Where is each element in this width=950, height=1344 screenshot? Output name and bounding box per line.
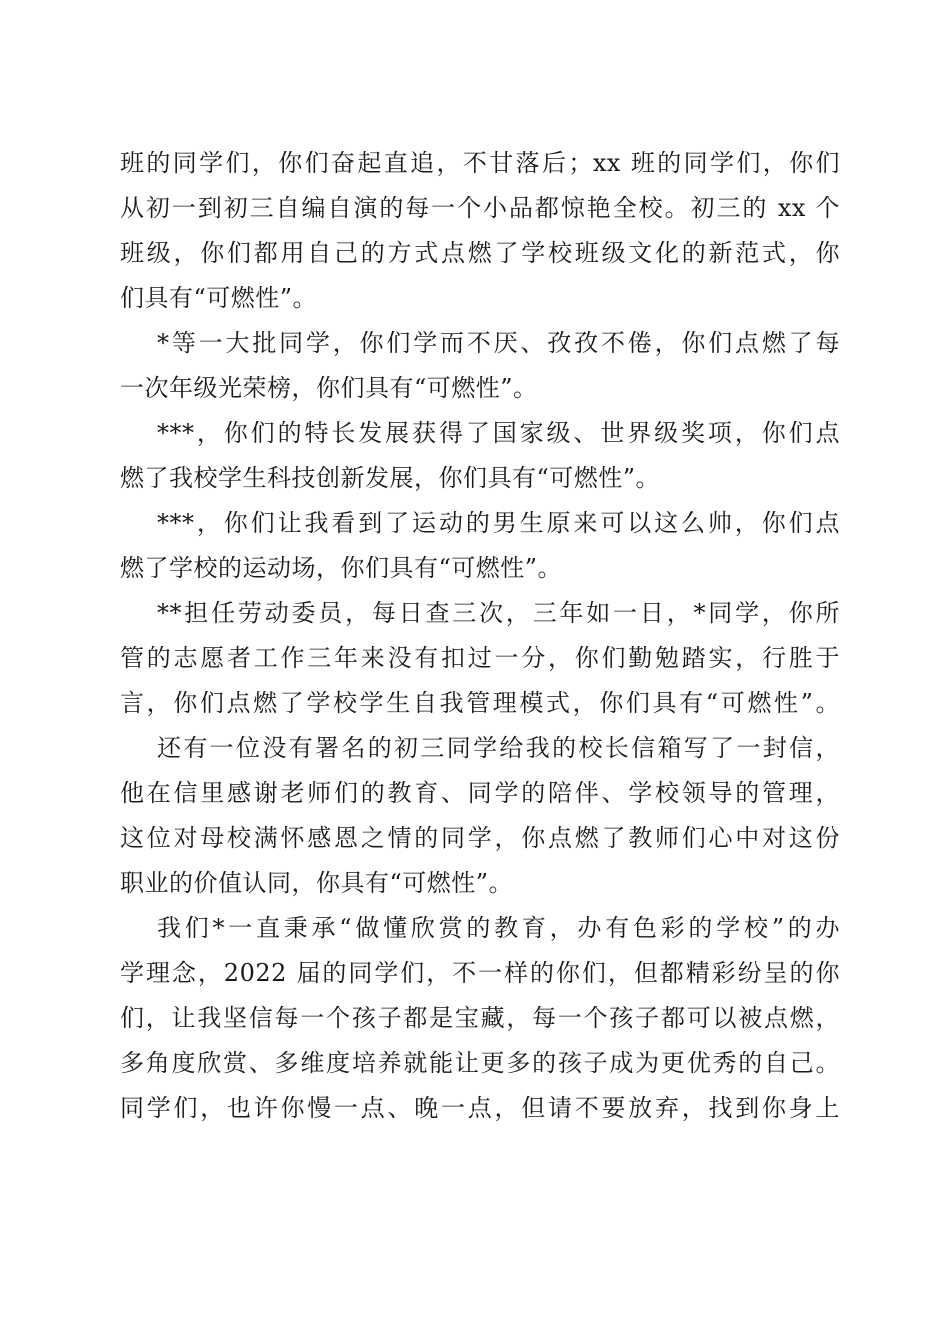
- text-line: 一次年级光荣榜，你们具有“可燃性”。: [120, 374, 538, 402]
- text-line: 们，让我坚信每一个孩子都是宝藏，每一个孩子都可以被点燃，: [120, 1004, 840, 1032]
- paragraph-first-line: 还有一位没有署名的初三同学给我的校长信箱写了一封信，: [157, 734, 840, 762]
- text-line: 管的志愿者工作三年来没有扣过一分，你们勤勉踏实，行胜于: [120, 644, 840, 672]
- paragraph-first-line: **担任劳动委员，每日查三次，三年如一日，*同学，你所: [157, 599, 840, 627]
- text-line: 燃了我校学生科技创新发展，你们具有“可燃性”。: [120, 464, 661, 492]
- text-line: 班的同学们，你们奋起直追，不甘落后；xx 班的同学们，你们: [120, 149, 840, 177]
- text-line: 班级，你们都用自己的方式点燃了学校班级文化的新范式，你: [120, 239, 840, 267]
- paragraph-first-line: ***，你们的特长发展获得了国家级、世界级奖项，你们点: [157, 419, 840, 447]
- paragraph-first-line: 我们*一直秉承“做懂欣赏的教育，办有色彩的学校”的办: [157, 914, 840, 942]
- text-line: 他在信里感谢老师们的教育、同学的陪伴、学校领导的管理，: [120, 779, 840, 807]
- paragraph-first-line: *等一大批同学，你们学而不厌、孜孜不倦，你们点燃了每: [157, 329, 840, 357]
- text-line: 们具有“可燃性”。: [120, 284, 318, 312]
- paragraph-first-line: ***，你们让我看到了运动的男生原来可以这么帅，你们点: [157, 509, 840, 537]
- text-line: 职业的价值认同，你具有“可燃性”。: [120, 869, 514, 897]
- text-line: 多角度欣赏、多维度培养就能让更多的孩子成为更优秀的自己。: [120, 1049, 840, 1077]
- text-line: 从初一到初三自编自演的每一个小品都惊艳全校。初三的 xx 个: [120, 194, 840, 222]
- text-line: 这位对母校满怀感恩之情的同学，你点燃了教师们心中对这份: [120, 824, 840, 852]
- text-line: 燃了学校的运动场，你们具有“可燃性”。: [120, 554, 563, 582]
- text-line: 学理念，2022 届的同学们，不一样的你们，但都精彩纷呈的你: [120, 959, 840, 987]
- text-line: 言，你们点燃了学校学生自我管理模式，你们具有“可燃性”。: [120, 689, 840, 717]
- text-line: 同学们，也许你慢一点、晚一点，但请不要放弃，找到你身上: [120, 1094, 840, 1122]
